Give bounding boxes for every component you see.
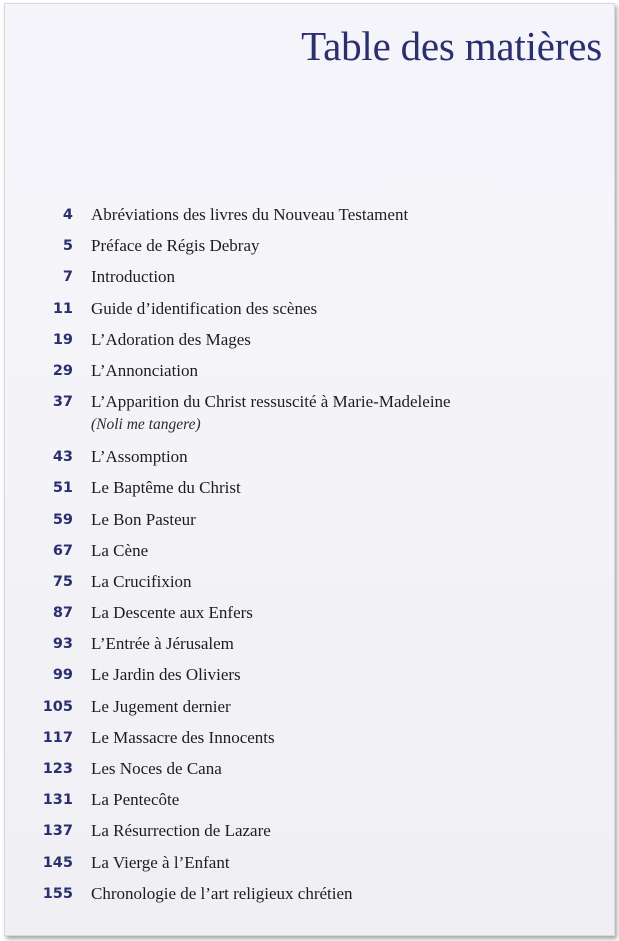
toc-entry <box>5 446 614 477</box>
toc-page-number: 145 <box>42 854 73 871</box>
toc-entry <box>5 540 614 571</box>
toc-entry-title: L’Entrée à Jérusalem <box>91 634 234 654</box>
toc-entry <box>5 633 614 664</box>
toc-page-number: 123 <box>42 761 73 777</box>
toc-entry <box>5 391 614 446</box>
toc-entry <box>5 664 614 695</box>
page-title: Table des matières <box>301 23 602 69</box>
toc-entry-title: Le Jugement dernier <box>91 696 231 716</box>
toc-page-number: 51 <box>52 480 73 497</box>
toc-entry-title: Le Jardin des Oliviers <box>91 665 241 685</box>
toc-entry <box>5 571 614 602</box>
toc-entry <box>5 696 614 727</box>
toc-page-number: 93 <box>52 636 73 653</box>
toc-page-number: 87 <box>52 605 73 622</box>
toc-entry-title: La Crucifixion <box>91 571 192 591</box>
toc-entry <box>5 266 614 297</box>
toc-entry <box>5 204 614 235</box>
toc-entry <box>5 758 614 789</box>
toc-page-number: 19 <box>52 331 73 348</box>
toc-entry <box>5 789 614 820</box>
toc-entry <box>5 329 614 360</box>
toc-page-number: 7 <box>62 269 73 286</box>
toc-page-number: 43 <box>52 449 73 466</box>
toc-entry-title: L’Adoration des Mages <box>91 329 251 349</box>
toc-entry <box>5 298 614 329</box>
toc-entry-title: Le Baptême du Christ <box>91 478 241 498</box>
toc-entry <box>5 235 614 266</box>
toc-entry-title: Le Massacre des Innocents <box>91 727 275 747</box>
toc-entry-title-block <box>91 391 451 437</box>
toc-entry-title: Chronologie de l’art religieux chrétien <box>91 883 353 903</box>
toc-entry-title: Le Bon Pasteur <box>91 509 196 529</box>
toc-entry-title: Abréviations des livres du Nouveau Testament <box>91 205 409 224</box>
toc-entry-title: La Descente aux Enfers <box>91 603 253 623</box>
toc-page-number: 155 <box>42 885 73 902</box>
toc-entry <box>5 602 614 633</box>
toc-entry <box>5 883 614 914</box>
toc-entry <box>5 820 614 851</box>
toc-entry-title: La Cène <box>91 540 149 560</box>
toc-entry-title: Les Noces de Cana <box>91 759 222 778</box>
toc-entry <box>5 509 614 540</box>
toc-entry-title: L’Apparition du Christ ressuscité à Marie-Madeleine <box>91 392 451 412</box>
toc-page-number: 75 <box>52 573 73 590</box>
toc-page-number: 131 <box>42 792 73 809</box>
toc-entry-title: La Pentecôte <box>91 790 180 810</box>
document-page <box>4 3 615 936</box>
toc-entry-title: Préface de Régis Debray <box>91 236 260 256</box>
toc-page-number: 59 <box>52 511 73 528</box>
toc-page-number: 11 <box>52 300 73 317</box>
toc-page-number: 117 <box>42 729 73 746</box>
toc-entry <box>5 727 614 758</box>
toc-entry-title: Guide d’identification des scènes <box>91 298 318 318</box>
toc-page-number: 29 <box>52 362 73 379</box>
toc-entry-title: La Vierge à l’Enfant <box>91 852 230 872</box>
toc-page-number: 99 <box>52 667 73 684</box>
toc-page-number: 67 <box>52 542 73 559</box>
table-of-contents <box>5 204 614 914</box>
toc-page-number: 5 <box>62 238 73 255</box>
toc-page-number: 37 <box>52 394 73 411</box>
toc-entry-title: L’Assomption <box>91 447 188 467</box>
toc-entry-subtitle: (Noli me tangere) <box>91 416 201 434</box>
toc-entry <box>5 360 614 391</box>
toc-entry-title: La Résurrection de Lazare <box>91 821 271 841</box>
toc-entry-title: Introduction <box>91 267 176 287</box>
toc-page-number: 4 <box>62 207 73 223</box>
toc-page-number: 105 <box>42 698 73 715</box>
toc-entry-title: L’Annonciation <box>91 360 199 380</box>
toc-entry <box>5 852 614 883</box>
toc-page-number: 137 <box>42 823 73 840</box>
toc-entry <box>5 477 614 508</box>
